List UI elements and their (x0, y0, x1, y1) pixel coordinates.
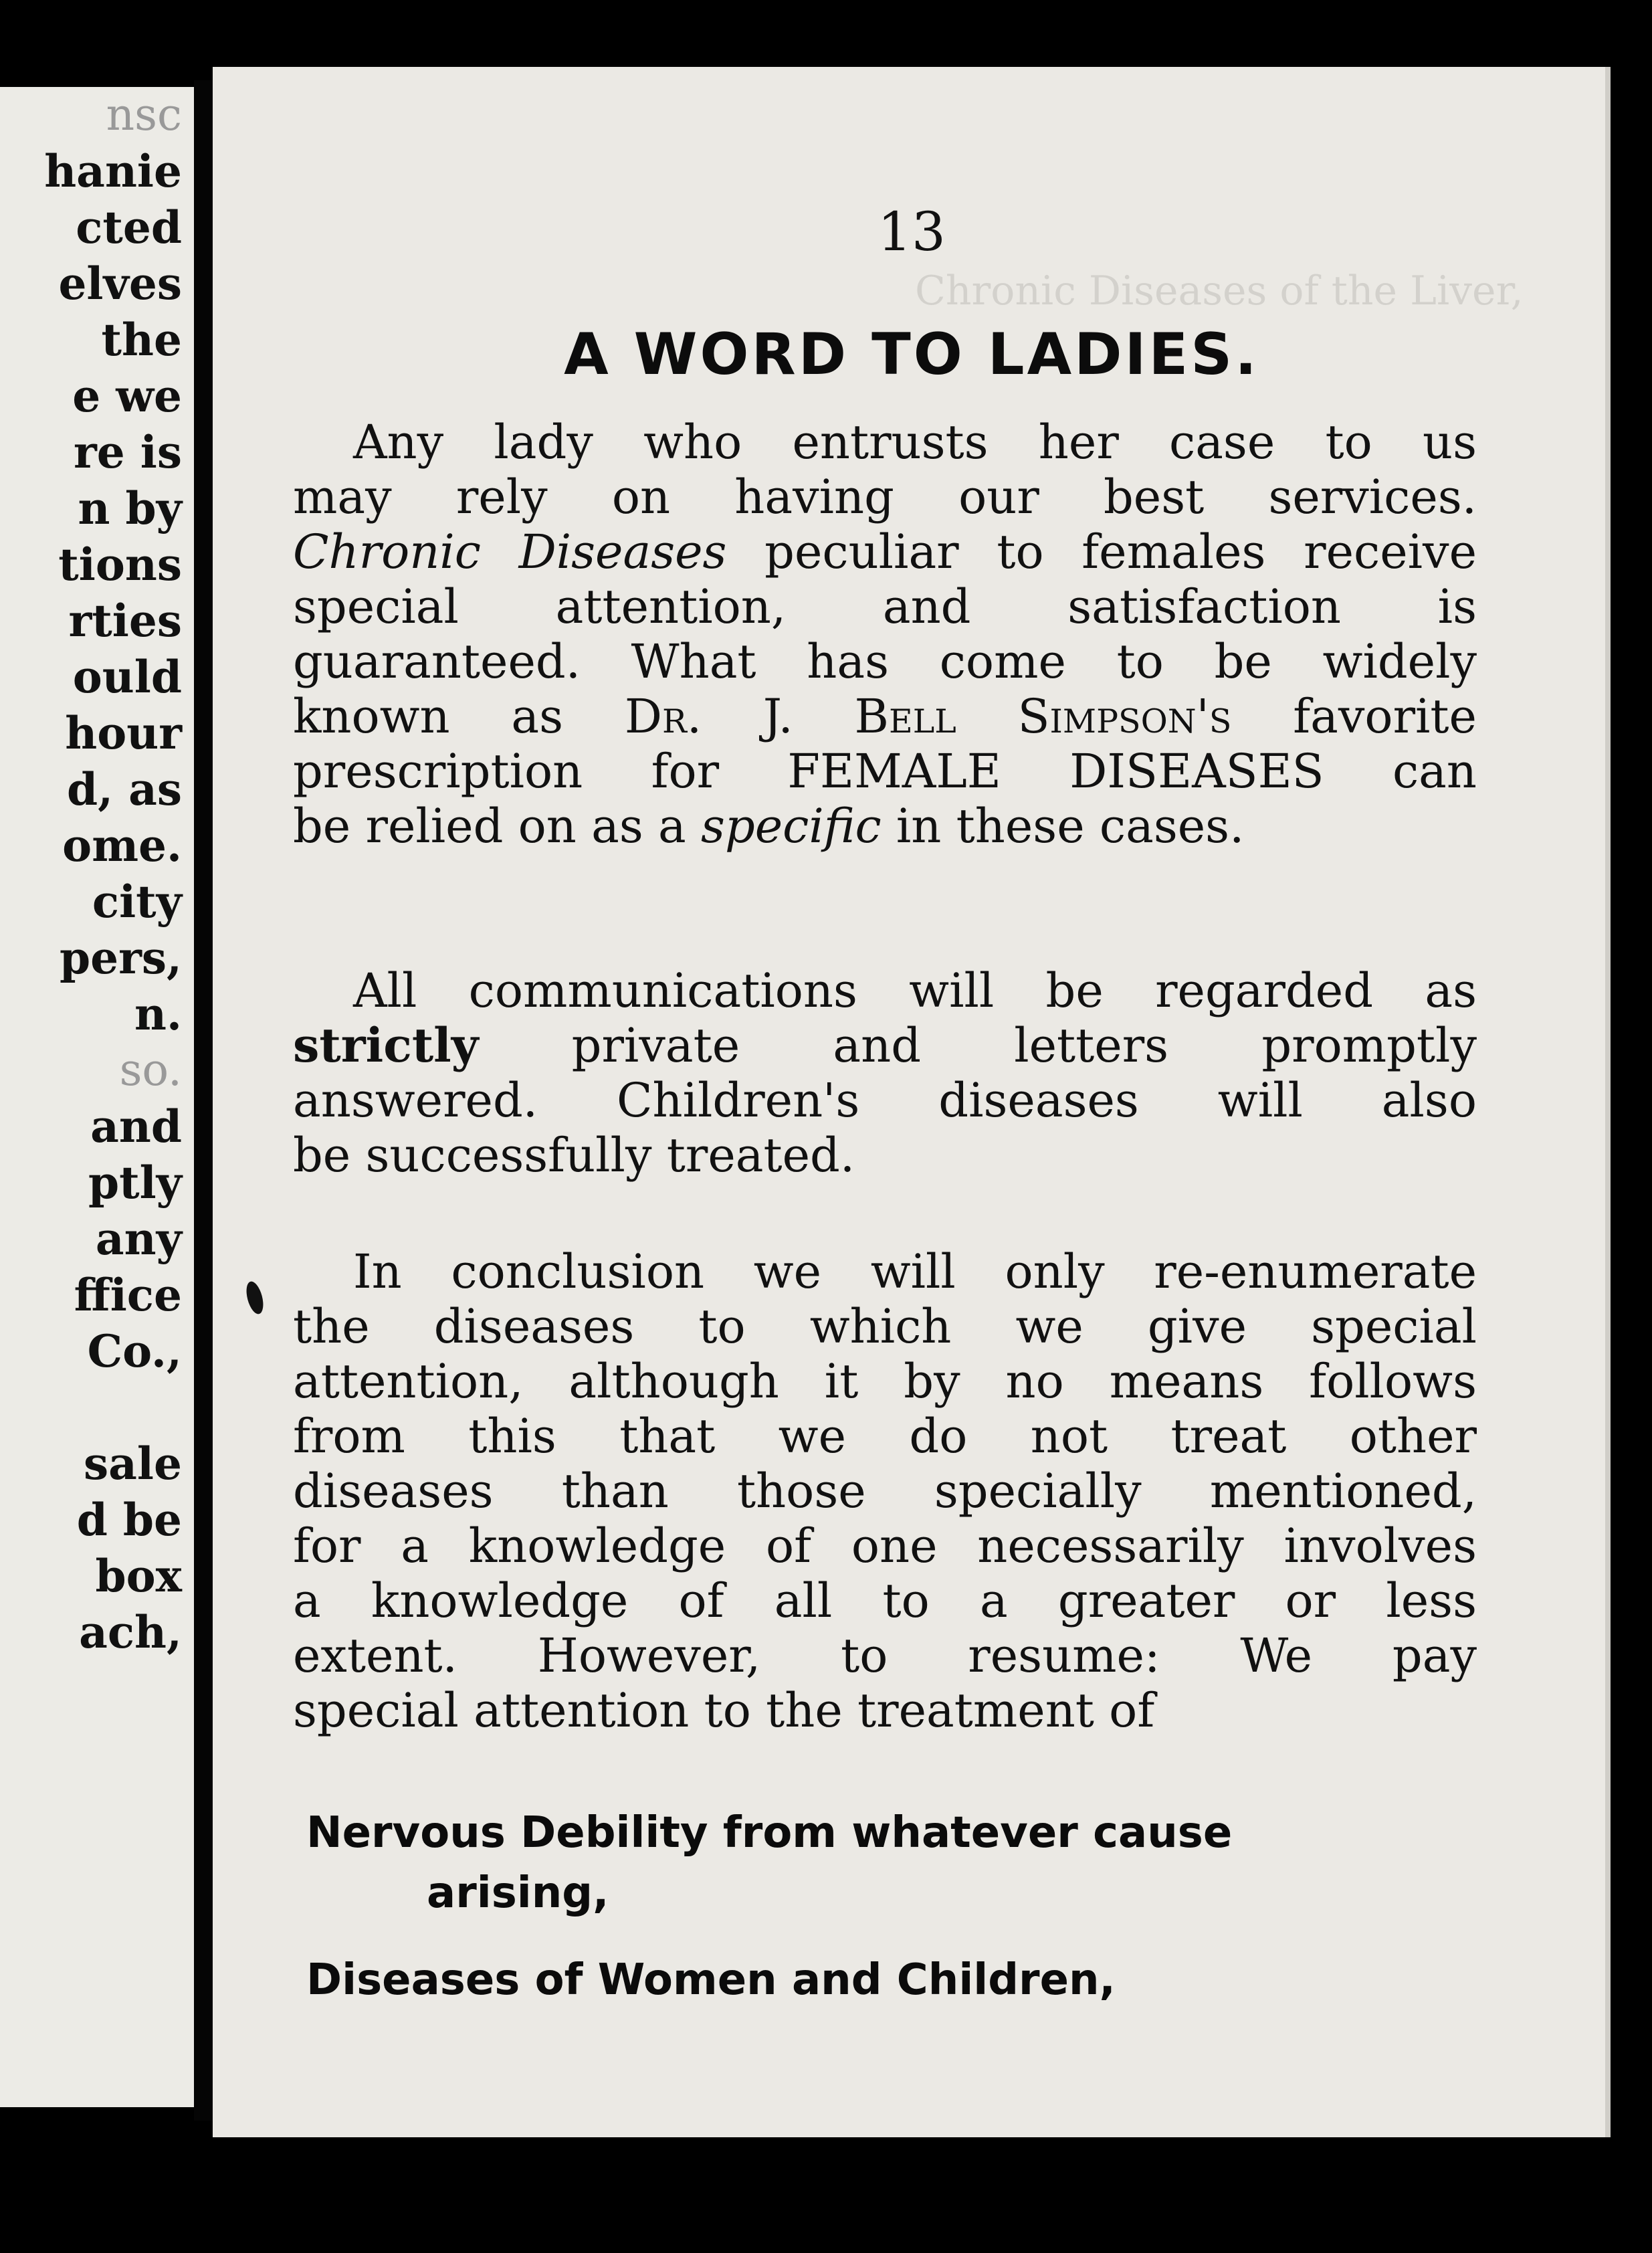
paragraph-line: diseases than those specially mentioned, (293, 1464, 1477, 1519)
left-page-line: any (95, 1213, 182, 1265)
paragraph-communications (293, 963, 1477, 1183)
paragraph-line: guaranteed. What has come to be widely (293, 634, 1477, 689)
left-page-line: cted (76, 201, 182, 254)
left-page-line: hanie (44, 145, 182, 197)
paragraph-ladies (293, 415, 1477, 854)
paragraph-conclusion (293, 1244, 1477, 1738)
paragraph-line: Chronic Diseases peculiar to females receive (293, 524, 1477, 579)
paragraph-line: be relied on as a specific in these cases. (293, 799, 1245, 854)
left-page-line: hour (65, 707, 182, 759)
left-page-line: ach, (79, 1606, 182, 1658)
left-page-line: tions (58, 538, 182, 591)
left-page-line: rties (68, 595, 182, 647)
paragraph-line: answered. Children's diseases will also (293, 1073, 1477, 1128)
list-item-nervous-debility: Nervous Debility from whatever cause (306, 1808, 1233, 1858)
left-page-line: and (90, 1100, 182, 1153)
paragraph-line: be successfully treated. (293, 1128, 855, 1183)
left-page-line: nsc (106, 89, 182, 140)
paragraph-line: may rely on having our best services. (293, 470, 1477, 524)
left-page-line: so. (119, 1044, 182, 1096)
page (213, 67, 1611, 2137)
left-page-line: ffice (74, 1269, 182, 1321)
bleed-through-text: Chronic Diseases of the Liver, (915, 268, 1524, 314)
paragraph-line: Any lady who entrusts her case to us (353, 415, 1477, 470)
paragraph-line: strictly private and letters promptly (293, 1017, 1477, 1073)
paragraph-line: In conclusion we will only re-enumerate (353, 1244, 1477, 1299)
italic-phrase: Chronic Diseases (293, 524, 727, 579)
left-page-line: n. (134, 988, 182, 1040)
paragraph-line: a knowledge of all to a greater or less (293, 1573, 1477, 1628)
list-item-nervous-debility-cont: arising, (427, 1868, 609, 1918)
paragraph-line: prescription for FEMALE DISEASES can (293, 744, 1477, 799)
paragraph-line: the diseases to which we give special (293, 1299, 1477, 1354)
left-page-line: n by (78, 482, 182, 534)
paragraph-line: special attention, and satisfaction is (293, 579, 1477, 634)
left-facing-page (0, 87, 194, 2107)
paragraph-line: All communications will be regarded as (353, 963, 1477, 1018)
paragraph-line: for a knowledge of one necessarily involves (293, 1519, 1477, 1573)
left-page-line: d, as (66, 763, 182, 815)
left-page-line: ome. (62, 819, 182, 872)
paragraph-line: known as Dr. J. Bell Simpson's favorite (293, 689, 1477, 744)
left-page-line: pers, (59, 932, 182, 984)
list-item-women-children: Diseases of Women and Children, (306, 1955, 1116, 2005)
page-number: 13 (877, 201, 946, 263)
left-page-line: box (95, 1550, 182, 1602)
left-page-line: re is (74, 426, 182, 478)
left-page-line: ptly (88, 1157, 182, 1209)
paragraph-line: special attention to the treatment of (293, 1683, 1155, 1738)
left-page-line: Co., (87, 1325, 182, 1377)
left-page-line: d be (76, 1494, 182, 1546)
left-page-line: ould (72, 651, 182, 703)
margin-mark (243, 1280, 266, 1316)
left-page-line: elves (58, 258, 182, 310)
book-spine (194, 80, 213, 2121)
left-page-line (44, 1379, 182, 1436)
page-title: A WORD TO LADIES. (564, 321, 1259, 388)
left-page-line: e we (72, 370, 182, 422)
paragraph-line: attention, although it by no means follows (293, 1354, 1477, 1409)
italic-word: specific (701, 799, 882, 854)
left-page-line: the (101, 314, 182, 366)
paragraph-line: from this that we do not treat other (293, 1409, 1477, 1464)
left-page-line: sale (84, 1438, 182, 1490)
left-page-text (44, 87, 182, 1660)
paragraph-line: extent. However, to resume: We pay (293, 1628, 1477, 1683)
left-page-line: city (92, 876, 182, 928)
